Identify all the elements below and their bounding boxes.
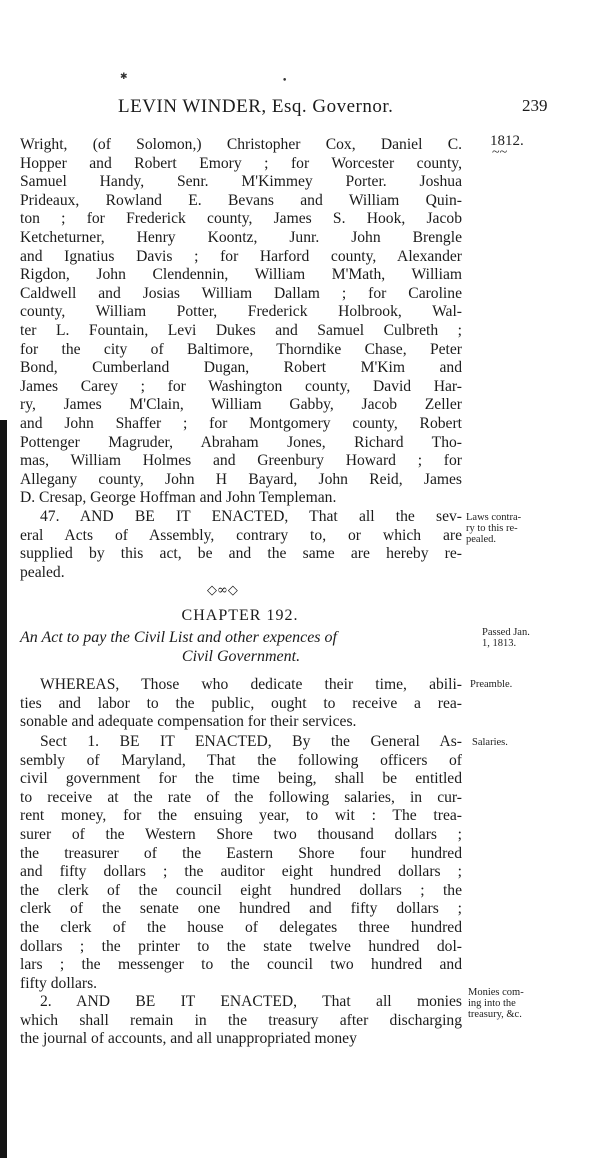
text-line: Samuel Handy, Senr. M'Kimmey Porter. Joshua bbox=[20, 173, 462, 191]
text-line: lars ; the messenger to the council two hundred and bbox=[20, 956, 462, 974]
margin-note-line: Laws contra- bbox=[466, 512, 522, 523]
text-line: Allegany county, John H Bayard, John Reid, James bbox=[20, 470, 462, 488]
chapter-heading: CHAPTER 192. bbox=[181, 607, 299, 624]
page-number: 239 bbox=[522, 96, 548, 115]
text-line: James Carey ; for Washington county, David Har- bbox=[20, 377, 462, 395]
text-line: the clerk of the council eight hundred dollars ; the bbox=[20, 881, 462, 899]
chapter-title-line: An Act to pay the Civil List and other expences of bbox=[20, 629, 337, 646]
page-header bbox=[0, 96, 600, 124]
preamble bbox=[20, 676, 462, 732]
running-title: LEVIN WINDER, Esq. Governor. bbox=[118, 96, 394, 117]
section-2 bbox=[20, 993, 462, 1049]
text-line: surer of the Western Shore two thousand dollars ; bbox=[20, 825, 462, 843]
margin-note-line: pealed. bbox=[466, 534, 497, 545]
text-line: mas, William Holmes and Greenbury Howard ; for bbox=[20, 452, 462, 470]
text-line: the clerk of the house of delegates three hundred bbox=[20, 918, 462, 936]
swash-ornament: ~~ bbox=[492, 145, 508, 160]
text-line: Sect 1. BE IT ENACTED, By the General As- bbox=[40, 733, 462, 750]
text-line: county, William Potter, Frederick Holbrook, Wal- bbox=[20, 303, 462, 321]
margin-note-line: 1, 1813. bbox=[482, 638, 517, 649]
text-line: Pottenger Magruder, Abraham Jones, Richard Tho- bbox=[20, 433, 462, 451]
text-line: civil government for the time being, shall be entitled bbox=[20, 770, 462, 788]
print-speck: • bbox=[282, 76, 288, 86]
text-line: rent money, for the ensuing year, to wit : The trea- bbox=[20, 807, 462, 825]
text-line: Rigdon, John Clendennin, William M'Math, William bbox=[20, 266, 462, 284]
divider-ornament: ◇∞◇ bbox=[207, 583, 238, 598]
text-line: Ketcheturner, Henry Koontz, Junr. John Brengle bbox=[20, 228, 462, 246]
text-line: and fifty dollars ; the auditor eight hundred dollars ; bbox=[20, 863, 462, 881]
text-line: Prideaux, Rowland E. Bevans and William Quin- bbox=[20, 191, 462, 209]
text-line: the journal of accounts, and all unappropriated money bbox=[20, 1030, 357, 1048]
margin-note-line: ing into the bbox=[468, 998, 516, 1009]
margin-note-passed bbox=[482, 627, 600, 649]
margin-note-line: Salaries. bbox=[472, 737, 508, 748]
margin-note-line: Passed Jan. bbox=[482, 627, 530, 638]
text-line: Hopper and Robert Emory ; for Worcester county, bbox=[20, 154, 462, 172]
margin-note-monies bbox=[468, 987, 598, 1020]
margin-note-line: treasury, &c. bbox=[468, 1009, 522, 1020]
text-line: and Ignatius Davis ; for Harford county, Alexander bbox=[20, 247, 462, 265]
text-line: ter L. Fountain, Levi Dukes and Samuel Culbreth ; bbox=[20, 321, 462, 339]
text-line: 2. AND BE IT ENACTED, That all monies bbox=[40, 993, 462, 1010]
margin-note-salaries bbox=[472, 737, 600, 748]
text-line: Caldwell and Josias William Dallam ; for Caroline bbox=[20, 284, 462, 302]
text-line: dollars ; the printer to the state twelve hundred dol- bbox=[20, 937, 462, 955]
text-line: and John Shaffer ; for Montgomery county, Robert bbox=[20, 414, 462, 432]
print-speck: ✱ bbox=[120, 72, 128, 82]
margin-year bbox=[490, 133, 600, 160]
section-continuation bbox=[20, 136, 462, 508]
text-line: ton ; for Frederick county, James S. Hook, Jacob bbox=[20, 210, 462, 228]
text-line: fifty dollars. bbox=[20, 974, 98, 992]
section-1 bbox=[20, 733, 462, 993]
text-line: ties and labor to the public, ought to receive a rea- bbox=[20, 694, 462, 712]
chapter-title-line: Civil Government. bbox=[181, 647, 301, 665]
section-47 bbox=[20, 508, 462, 582]
text-line: D. Cresap, George Hoffman and John Templeman. bbox=[20, 489, 337, 507]
text-line: eral Acts of Assembly, contrary to, or which are bbox=[20, 526, 462, 544]
text-line: clerk of the senate one hundred and fifty dollars ; bbox=[20, 900, 462, 918]
margin-note-laws-repealed bbox=[466, 512, 596, 545]
text-line: ry, James M'Clain, William Gabby, Jacob Zeller bbox=[20, 396, 462, 414]
text-line: which shall remain in the treasury after discharging bbox=[20, 1011, 462, 1029]
chapter-title bbox=[20, 629, 462, 666]
text-line: 47. AND BE IT ENACTED, That all the sev- bbox=[40, 508, 462, 525]
margin-note-line: Monies com- bbox=[468, 987, 524, 998]
text-line: for the city of Baltimore, Thorndike Chase, Peter bbox=[20, 340, 462, 358]
text-line: Bond, Cumberland Dugan, Robert M'Kim and bbox=[20, 359, 462, 377]
margin-note-preamble bbox=[470, 679, 600, 690]
text-line: WHEREAS, Those who dedicate their time, abili- bbox=[40, 676, 462, 693]
text-line: supplied by this act, be and the same are hereby re- bbox=[20, 545, 462, 563]
text-line: to receive at the rate of the following salaries, in cur- bbox=[20, 788, 462, 806]
margin-note-line: ry to this re- bbox=[466, 523, 518, 534]
margin-note-line: Preamble. bbox=[470, 679, 513, 690]
text-line: Wright, (of Solomon,) Christopher Cox, Daniel C. bbox=[20, 136, 462, 153]
page-edge-shadow bbox=[0, 420, 7, 1158]
text-line: the treasurer of the Eastern Shore four hundred bbox=[20, 844, 462, 862]
year-label: 1812. bbox=[490, 133, 524, 149]
text-line: pealed. bbox=[20, 563, 65, 581]
text-line: sonable and adequate compensation for their services. bbox=[20, 713, 357, 731]
text-line: sembly of Maryland, That the following officers of bbox=[20, 751, 462, 769]
